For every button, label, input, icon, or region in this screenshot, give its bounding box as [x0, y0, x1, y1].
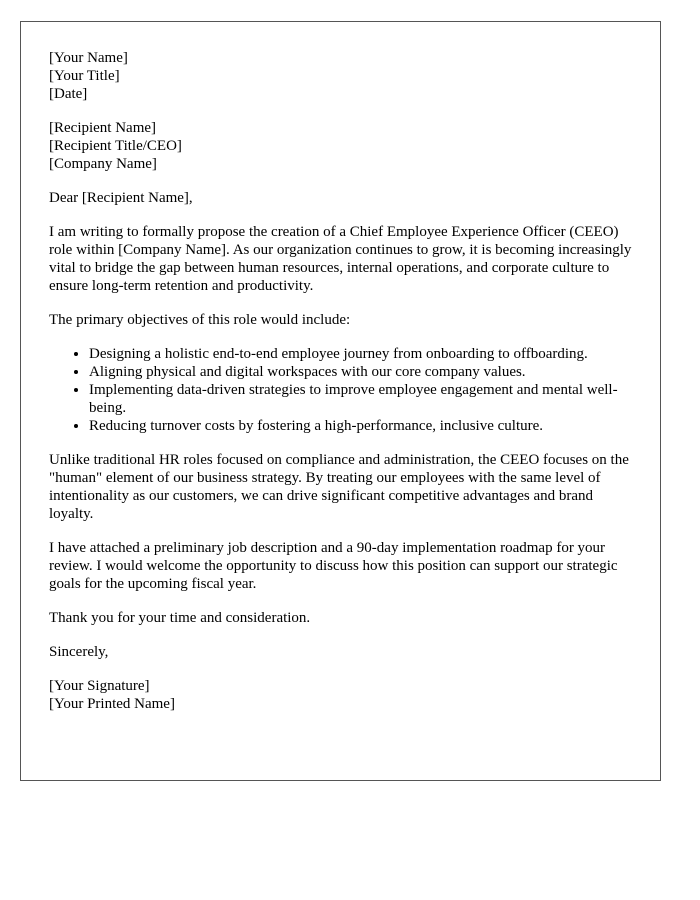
list-item: • Reducing turnover costs by fostering a high-performance, inclusive culture. — [89, 417, 632, 435]
list-item: • Implementing data-driven strategies to improve employee engagement and mental well-being. — [89, 381, 632, 417]
recipient-title: [Recipient Title/CEO] — [49, 138, 182, 154]
objectives-intro: The primary objectives of this role would include: — [49, 312, 351, 328]
list-item: • Designing a holistic end-to-end employee journey from onboarding to offboarding. — [89, 345, 632, 363]
letter-date: [Date] — [49, 86, 88, 102]
letter-page — [20, 21, 661, 781]
thanks-line: Thank you for your time and consideration. — [49, 610, 311, 626]
intro-paragraph: I am writing to formally propose the creation of a Chief Employee Experience Officer (CEEO) role within [Company Name]. As our organization continues to grow, it is becoming increasingly vital to bridge the gap between human resources, internal operations, and corporate culture to ensure long-term retention and productivity. — [49, 224, 632, 294]
sender-name: [Your Name] — [49, 50, 128, 66]
sender-block — [49, 49, 632, 103]
salutation: Dear [Recipient Name], — [49, 190, 193, 206]
signature-block — [49, 677, 632, 713]
sender-title: [Your Title] — [49, 68, 120, 84]
recipient-block — [49, 119, 632, 173]
signature-placeholder: [Your Signature] — [49, 678, 150, 694]
printed-name: [Your Printed Name] — [49, 696, 175, 712]
objectives-list — [49, 345, 632, 435]
contrast-paragraph: Unlike traditional HR roles focused on compliance and administration, the CEEO focuses on the "human" element of our business strategy. By treating our employees with the same level of intentionality as our customers, we can drive significant competitive advantages and brand loyalty. — [49, 452, 629, 522]
recipient-name: [Recipient Name] — [49, 120, 157, 136]
recipient-company: [Company Name] — [49, 156, 157, 172]
list-item: • Aligning physical and digital workspaces with our core company values. — [89, 363, 632, 381]
closing-line: Sincerely, — [49, 644, 109, 660]
attachment-paragraph: I have attached a preliminary job description and a 90-day implementation roadmap for your review. I would welcome the opportunity to discuss how this position can support our strategic goals for the upcoming fiscal year. — [49, 540, 618, 592]
